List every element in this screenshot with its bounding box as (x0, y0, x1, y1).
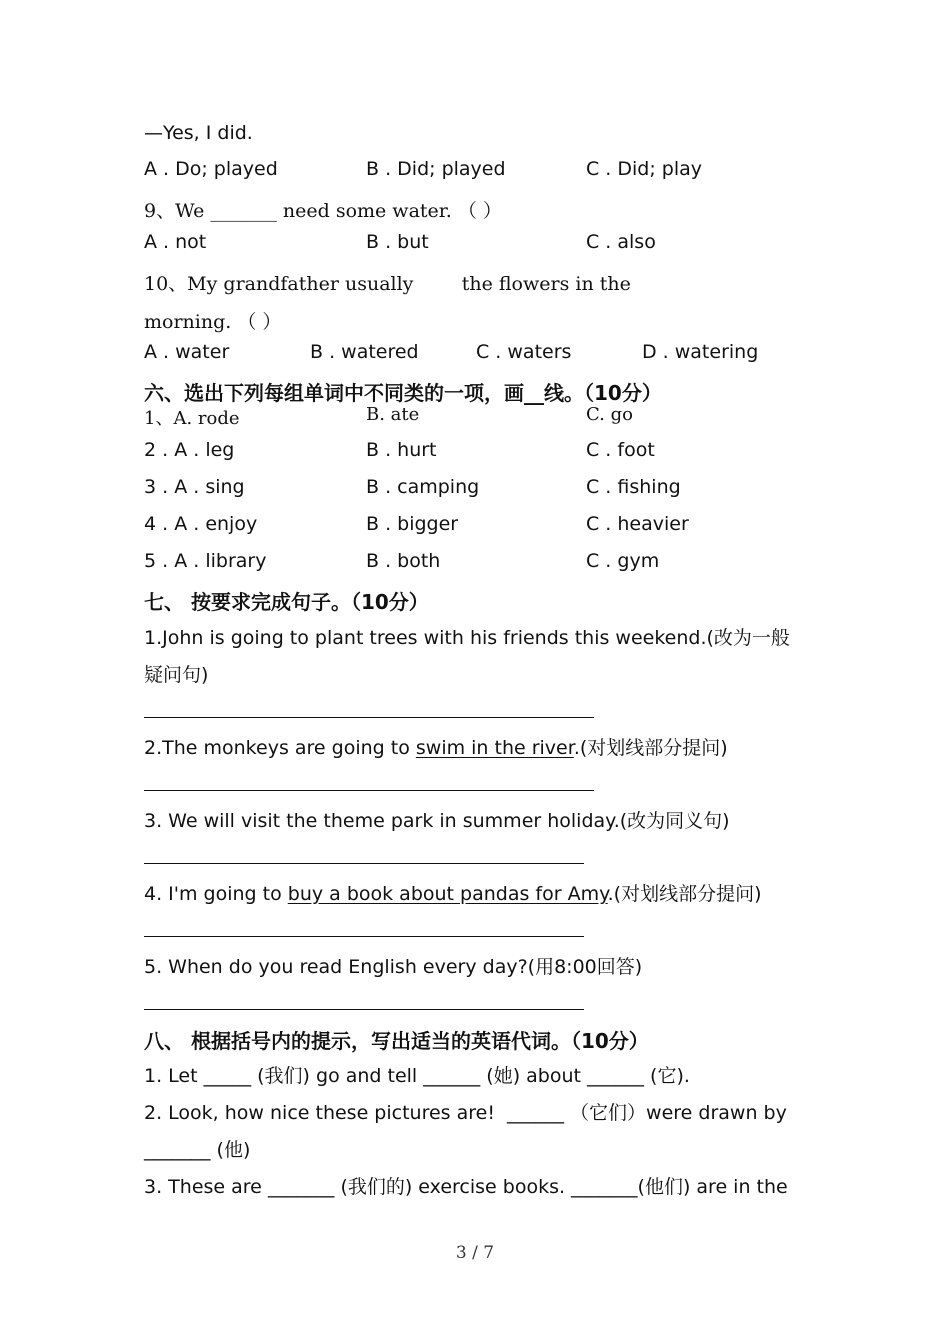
p7-q4-underlined: buy a book about pandas for Amy (287, 883, 608, 905)
p8-q2-line2: _______ (他) (144, 1139, 251, 1161)
p7-q5-answer-line[interactable] (144, 1009, 584, 1010)
p6-row2-c: C . foot (586, 439, 655, 461)
p7-q2-answer-line[interactable] (144, 790, 594, 791)
p6-row4-c: C . heavier (586, 513, 689, 535)
p7-q2-pre: 2.The monkeys are going to (144, 737, 416, 759)
p6-row3-b: B . camping (366, 476, 480, 498)
p7-q3-answer-line[interactable] (144, 863, 584, 864)
p8-q3: 3. These are _______ (我们的) exercise books. _______(他们) are in the (144, 1176, 788, 1198)
p6-row2-a: 2 . A . leg (144, 439, 235, 461)
q8-option-a: A . Do; played (144, 158, 278, 180)
part8-heading: 八、 根据括号内的提示，写出适当的英语代词。（10分） (144, 1029, 649, 1053)
p6-row3-a: 3 . A . sing (144, 476, 245, 498)
q8-answer-line: —Yes, I did. (144, 122, 253, 144)
p7-q4 (144, 879, 762, 906)
p7-q2-post: .(对划线部分提问) (573, 737, 728, 759)
p7-q1-line1: 1.John is going to plant trees with his friends this weekend.(改为一般 (144, 627, 790, 649)
p7-q1-answer-line[interactable] (144, 717, 594, 718)
p6-row5-c: C . gym (586, 550, 660, 572)
q8-option-c: C . Did; play (586, 158, 703, 180)
q10-question-line1: 10、My grandfather usually the flowers in the (144, 273, 631, 295)
q9-question: 9、We _______ need some water. （ ） (144, 200, 502, 222)
p8-q1: 1. Let _____ (我们) go and tell ______ (她) about ______ (它). (144, 1065, 690, 1087)
p7-q2-underlined: swim in the river (415, 737, 574, 759)
p6-row1-c: C. go (586, 404, 633, 425)
p6-row4-b: B . bigger (366, 513, 459, 535)
part7-heading: 七、 按要求完成句子。（10分） (144, 590, 429, 614)
p6-row2-b: B . hurt (366, 439, 437, 461)
p6-row1-b: B. ate (366, 404, 420, 425)
p7-q1-line2: 疑问句) (144, 664, 209, 686)
p6-row3-c: C . fishing (586, 476, 681, 498)
p6-row5-a: 5 . A . library (144, 550, 267, 572)
p6-row1-a: 1、A. rode (144, 408, 240, 429)
q10-option-a: A . water (144, 341, 230, 363)
p6-row5-b: B . both (366, 550, 441, 572)
q8-option-b: B . Did; played (366, 158, 506, 180)
p8-q2-line1: 2. Look, how nice these pictures are! ______ （它们）were drawn by (144, 1102, 787, 1124)
p7-q4-pre: 4. I'm going to (144, 883, 288, 905)
p7-q3: 3. We will visit the theme park in summer holiday.(改为同义句) (144, 810, 730, 832)
q10-option-c: C . waters (476, 341, 572, 363)
p7-q5: 5. When do you read English every day?(用8:00回答) (144, 956, 643, 978)
q10-option-d: D . watering (642, 341, 759, 363)
p7-q2 (144, 733, 728, 760)
q9-option-a: A . not (144, 231, 207, 253)
q9-option-b: B . but (366, 231, 429, 253)
p7-q4-post: .(对划线部分提问) (607, 883, 762, 905)
p6-row4-a: 4 . A . enjoy (144, 513, 258, 535)
q10-option-b: B . watered (310, 341, 419, 363)
p7-q4-answer-line[interactable] (144, 936, 584, 937)
q10-question-line2: morning. （ ） (144, 311, 282, 333)
q9-option-c: C . also (586, 231, 656, 253)
page-number: 3 / 7 (455, 1243, 495, 1263)
part6-heading: 六、选出下列每组单词中不同类的一项，画__线。（10分） (144, 381, 662, 405)
